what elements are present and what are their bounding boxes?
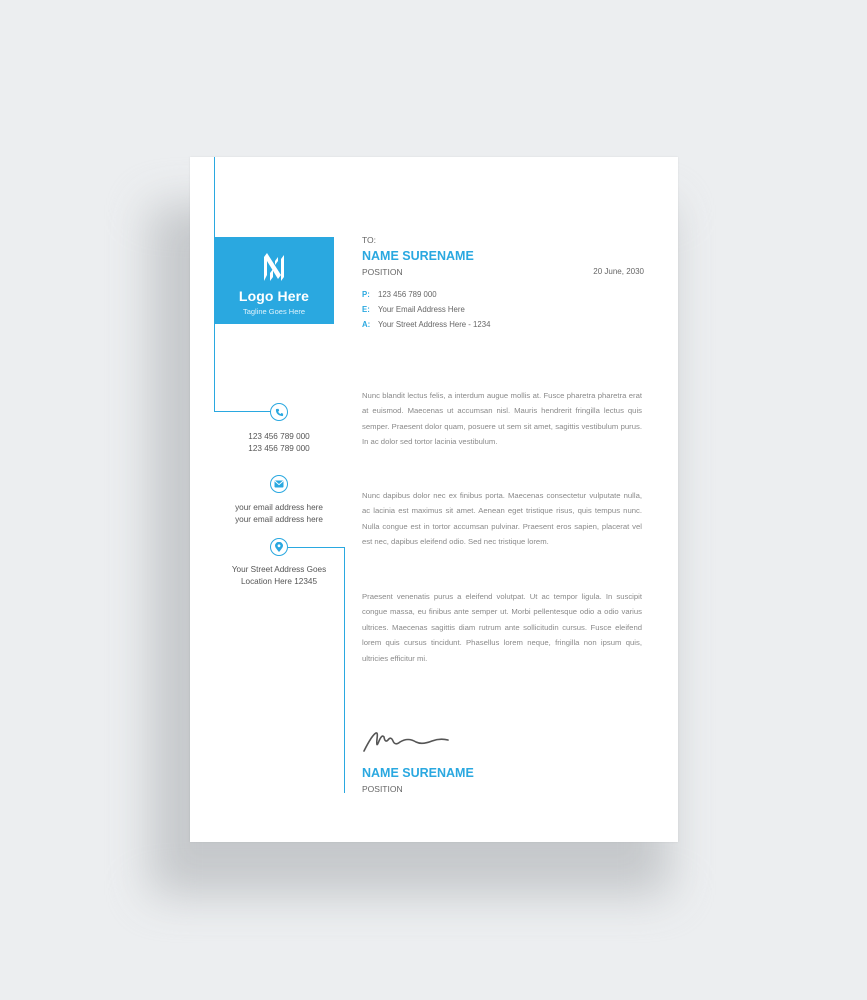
to-label: TO: — [362, 235, 377, 245]
sender-position: POSITION — [362, 784, 403, 794]
decorative-line-h1 — [214, 411, 278, 412]
contact-address-key: A: — [362, 320, 371, 329]
nh-monogram-icon — [261, 251, 287, 283]
letter-date: 20 June, 2030 — [593, 267, 644, 276]
sidebar-email-1: your email address here — [235, 503, 323, 512]
logo-tagline: Tagline Goes Here — [242, 307, 306, 316]
sidebar-phone-2: 123 456 789 000 — [248, 444, 310, 453]
location-pin-icon — [270, 538, 288, 556]
sidebar-phone-1: 123 456 789 000 — [248, 432, 310, 441]
contact-email — [362, 305, 465, 314]
envelope-icon — [270, 475, 288, 493]
signature — [362, 729, 452, 755]
decorative-line-right — [344, 547, 345, 793]
body-paragraph-1: Nunc blandit lectus felis, a interdum augue mollis at. Fusce pharetra pharetra erat at euismod. Maecenas ut accumsan nisl. Mauris hendrerit fringilla lectus quis semper. Praesent dolor quam, posuere ut sem sit amet, sagittis vestibulum purus. In ac dolor sed tortor lacinia vestibulum. — [362, 391, 642, 447]
contact-phone-value: 123 456 789 000 — [378, 290, 437, 299]
contact-phone — [362, 290, 437, 299]
contact-email-value: Your Email Address Here — [378, 305, 465, 314]
letterhead-sheet — [190, 157, 678, 842]
decorative-line-h2 — [288, 547, 345, 548]
logo-name: Logo Here — [238, 288, 310, 304]
sidebar-email-2: your email address here — [235, 515, 323, 524]
logo-block — [214, 237, 334, 324]
contact-phone-key: P: — [362, 290, 370, 299]
recipient-name: NAME SURENAME — [362, 249, 474, 263]
body-paragraph-2: Nunc dapibus dolor nec ex finibus porta. Maecenas consectetur vulputate nulla, ac lacinia est maximus sit amet. Aenean eget tristique risus, quis tempus nunc. Nulla congue est in tortor accumsan pulvinar. Praesent eros sapien, placerat vel est nec, dapibus eleifend odio. Sed nec tristique lorem. — [362, 491, 642, 547]
sidebar-address-line-1: Your Street Address Goes — [231, 565, 327, 574]
contact-address — [362, 320, 490, 329]
phone-icon — [270, 403, 288, 421]
recipient-position: POSITION — [362, 267, 403, 277]
contact-email-key: E: — [362, 305, 370, 314]
contact-address-value: Your Street Address Here - 1234 — [378, 320, 491, 329]
body-paragraph-3: Praesent venenatis purus a eleifend volutpat. Ut ac tempor ligula. In suscipit congue massa, eu finibus ante semper ut. Morbi pellentesque odio a odio varius ultrices. Maecenas sagittis diam rutrum ante sollicitudin cursus. Fusce eleifend lorem quis cursus tincidunt. Phasellus lorem neque, fringilla non ipsum quis, ultricies efficitur mi. — [362, 592, 642, 663]
sender-name: NAME SURENAME — [362, 766, 474, 780]
sidebar-address-line-2: Location Here 12345 — [240, 577, 318, 586]
